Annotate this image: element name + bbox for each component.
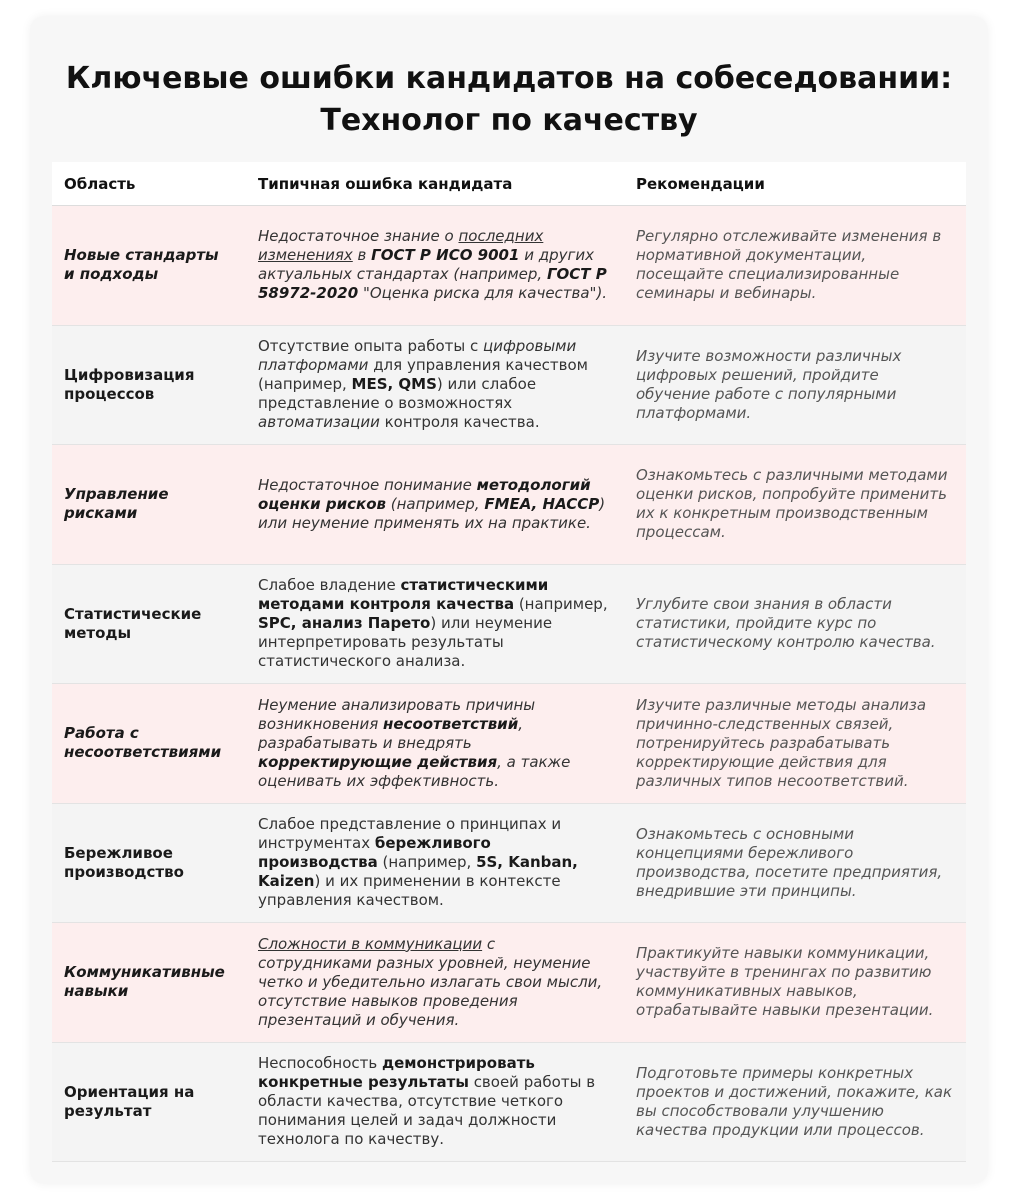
table-row (52, 326, 966, 446)
recommendation-cell (624, 1043, 966, 1162)
header-recommendation: Рекомендации (636, 174, 765, 193)
error-text-segment: (например, (377, 853, 477, 872)
error-text-segment: ) или неумение применять их на практике. (258, 494, 606, 532)
error-text-segment: ГОСТ Р ИСО 9001 (371, 246, 520, 265)
error-text-segment: , разрабатывать и внедрять (258, 714, 523, 752)
table-row (52, 445, 966, 565)
area-label: Цифровизация процессов (64, 365, 195, 403)
error-text-segment: статистическими методами контроля качества (258, 576, 549, 614)
error-text-segment: корректирующие действия (258, 752, 498, 771)
table-row (52, 1043, 966, 1163)
error-text-segment: , а также оценивать их эффективность. (258, 752, 571, 790)
error-text-segment: (например, (386, 494, 485, 513)
area-label: Управление рисками (64, 485, 169, 523)
error-text-segment: MES, QMS (351, 375, 437, 394)
error-cell (246, 1043, 624, 1162)
error-text-segment: "Оценка риска для качества"). (358, 284, 608, 303)
error-text-segment: в (352, 246, 372, 265)
error-text-segment: своей работы в области качества, отсутствие четкого понимания целей и задач должности технолога по качеству. (258, 1073, 596, 1149)
error-text-segment: последних изменениях (258, 227, 544, 265)
error-text-segment: Слабое представление о принципах и инструментах (258, 815, 562, 853)
error-cell (246, 923, 624, 1042)
error-text (258, 1054, 612, 1149)
table-row (52, 565, 966, 685)
error-cell (246, 565, 624, 684)
error-text-segment: для управления качеством (например, (258, 356, 589, 394)
page-title: Ключевые ошибки кандидатов на собеседовании: Технолог по качеству (65, 61, 953, 138)
error-cell (246, 326, 624, 445)
header-area: Область (64, 174, 136, 193)
table-row (52, 804, 966, 924)
area-label: Новые стандарты и подходы (64, 246, 219, 284)
error-text-segment: ГОСТ Р 58972-2020 (258, 265, 607, 303)
error-text-segment: Неумение анализировать причины возникновения (258, 695, 536, 733)
header-error: Типичная ошибка кандидата (258, 174, 513, 193)
error-text (258, 476, 612, 533)
area-cell (52, 684, 246, 803)
recommendation-text: Практикуйте навыки коммуникации, участвуйте в тренингах по развитию коммуникативных навыков, отрабатывайте навыки презентации. (636, 944, 934, 1020)
error-text-segment: SPC, анализ Парето (258, 614, 431, 633)
error-cell (246, 804, 624, 923)
error-cell (246, 684, 624, 803)
error-text-segment: Недостаточное знание о (258, 227, 459, 246)
error-text-segment: Сложности в коммуникации (258, 934, 483, 953)
recommendation-cell (624, 684, 966, 803)
error-text-segment: ) или слабое представление о возможностях (258, 375, 537, 413)
recommendation-text: Углубите свои знания в области статистики, пройдите курс по статистическому контролю качества. (636, 595, 936, 652)
recommendation-cell (624, 445, 966, 564)
recommendation-cell (624, 206, 966, 325)
error-text-segment: ) или неумение интерпретировать результаты статистического анализа. (258, 614, 553, 671)
error-text-segment: ) и их применении в контексте управления качеством. (258, 872, 561, 910)
area-label: Статистические методы (64, 604, 202, 642)
error-text (258, 696, 612, 791)
area-label: Работа с несоответствиями (64, 724, 222, 762)
mistakes-table (52, 162, 966, 1162)
recommendation-cell (624, 804, 966, 923)
error-text-segment: FMEA, HACCP (484, 494, 600, 513)
recommendation-text: Ознакомьтесь с основными концепциями бережливого производства, посетите предприятия, внедрившие эти принципы. (636, 824, 943, 900)
error-cell (246, 206, 624, 325)
table-header (52, 162, 966, 206)
table-row (52, 923, 966, 1043)
area-label: Ориентация на результат (64, 1082, 195, 1120)
area-cell (52, 206, 246, 325)
error-text-segment: с сотрудниками разных уровней, неумение четко и убедительно излагать свои мысли, отсутствие навыков проведения презентаций и обучения. (258, 934, 603, 1029)
error-text-segment: Неспособность (258, 1054, 382, 1073)
error-cell (246, 445, 624, 564)
area-cell (52, 565, 246, 684)
table-row (52, 684, 966, 804)
error-text-segment: автоматизации (258, 413, 380, 432)
recommendation-text: Регулярно отслеживайте изменения в нормативной документации, посещайте специализированные семинары и вебинары. (636, 227, 942, 303)
recommendation-cell (624, 923, 966, 1042)
error-text (258, 815, 612, 910)
recommendation-cell (624, 326, 966, 445)
error-text-segment: (например, (514, 595, 608, 614)
recommendation-text: Изучите возможности различных цифровых решений, пройдите обучение работе с популярными платформами. (636, 346, 902, 422)
error-text (258, 576, 612, 671)
table-row (52, 206, 966, 326)
recommendation-text: Ознакомьтесь с различными методами оценки рисков, попробуйте применить их к конкретным производственным процессам. (636, 466, 948, 542)
error-text-segment: Слабое владение (258, 576, 401, 595)
error-text (258, 935, 612, 1030)
error-text-segment: и других актуальных стандартах (например, (258, 246, 594, 284)
error-text-segment: цифровыми платформами (258, 337, 577, 375)
area-cell (52, 326, 246, 445)
recommendation-cell (624, 565, 966, 684)
area-label: Бережливое производство (64, 843, 184, 881)
area-label: Коммуникативные навыки (64, 963, 225, 1001)
error-text-segment: несоответствий (383, 714, 519, 733)
error-text-segment: 5S, Kanban, Kaizen (258, 853, 578, 891)
error-text-segment: методологий оценки рисков (258, 475, 591, 513)
error-text-segment: бережливого производства (258, 834, 491, 872)
error-text (258, 337, 612, 432)
area-cell (52, 445, 246, 564)
area-cell (52, 804, 246, 923)
area-cell (52, 923, 246, 1042)
error-text-segment: Недостаточное понимание (258, 475, 477, 494)
recommendation-text: Подготовьте примеры конкретных проектов и достижений, покажите, как вы способствовали улучшению качества продукции или процессов. (636, 1063, 953, 1139)
error-text-segment: демонстрировать конкретные результаты (258, 1054, 535, 1092)
error-text (258, 227, 612, 303)
area-cell (52, 1043, 246, 1162)
error-text-segment: контроля качества. (379, 413, 540, 432)
recommendation-text: Изучите различные методы анализа причинно-следственных связей, потренируйтесь разрабатывать корректирующие действия для различных типов несоответствий. (636, 695, 927, 790)
error-text-segment: Отсутствие опыта работы с (258, 337, 484, 356)
